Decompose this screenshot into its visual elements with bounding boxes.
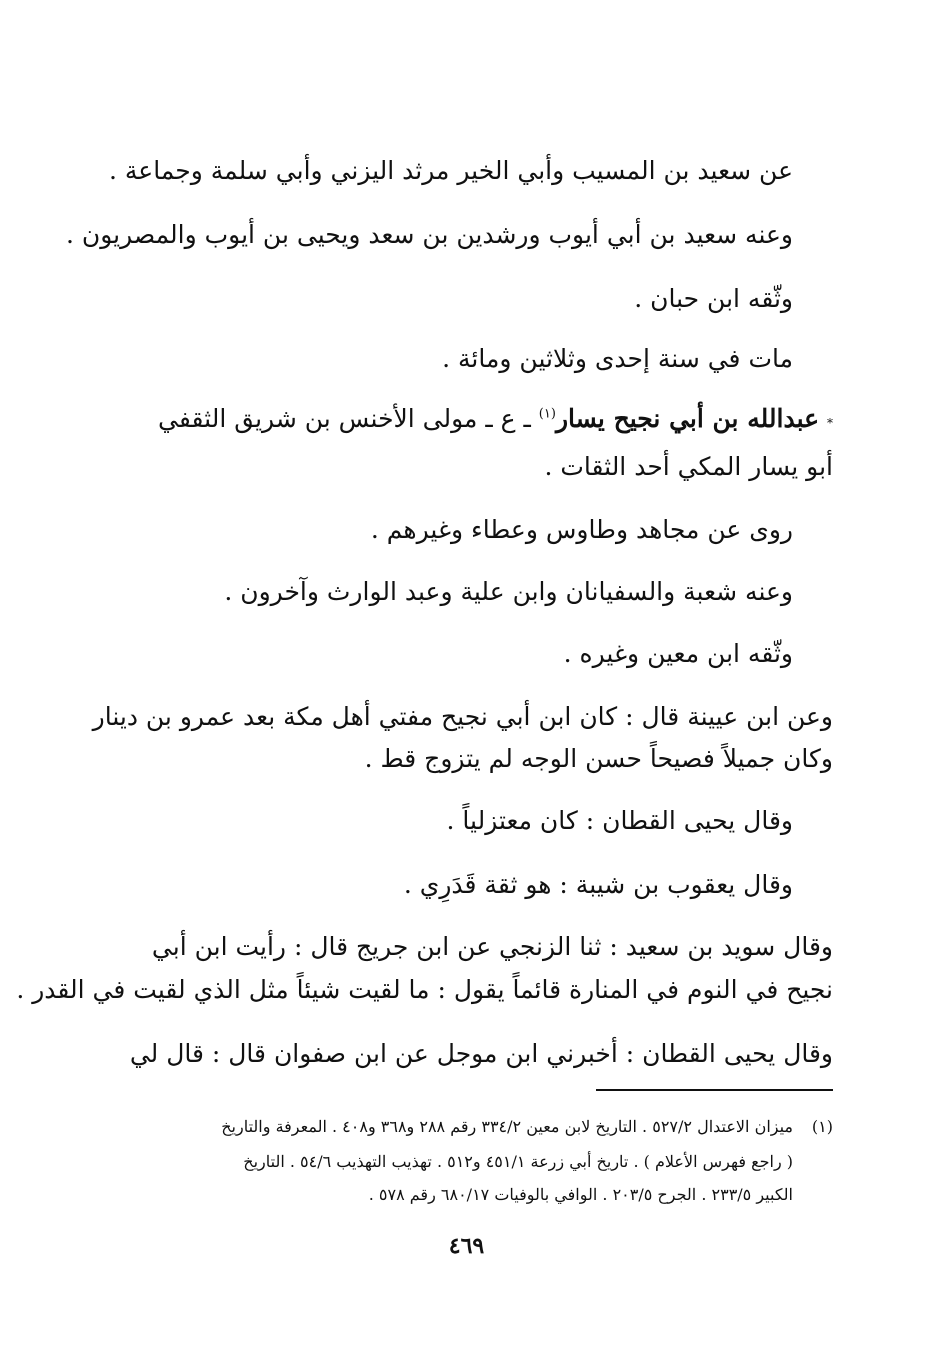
text-line: عن سعيد بن المسيب وأبي الخير مرثد اليزني وأبي سلمة وجماعة . xyxy=(108,156,793,185)
footnote-line: ميزان الاعتدال ٥٢٧/٢ . التاريخ لابن معين ٣٣٤/٢ رقم ٢٨٨ و٣٦٨ و٤٠٨ . المعرفة والتاريخ xyxy=(221,1117,793,1136)
text-line: وكان جميلاً فصيحاً حسن الوجه لم يتزوج قط . xyxy=(364,744,833,773)
entry-name: عبدالله بن أبي نجيح يسار xyxy=(555,404,820,433)
entry-description: ـ ع ـ مولى الأخنس بن شريق الثقفي xyxy=(158,404,539,433)
footnote-line: ( راجع فهرس الأعلام ) . تاريخ أبي زرعة ٤٥١/١ و٥١٢ . تهذيب التهذيب ٥٤/٦ . التاريخ xyxy=(243,1152,793,1171)
text-line: وعنه سعيد بن أبي أيوب ورشدين بن سعد ويحيى بن أيوب والمصريون . xyxy=(65,220,793,249)
text-line: وثّقه ابن معين وغيره . xyxy=(563,639,793,668)
text-line: وقال يعقوب بن شيبة : هو ثقة قَدَرِي . xyxy=(403,870,793,899)
footnote-line: الكبير ٢٣٣/٥ . الجرح ٢٠٣/٥ . الوافي بالوفيات ٦٨٠/١٧ رقم ٥٧٨ . xyxy=(368,1185,793,1204)
footnote-separator xyxy=(596,1089,833,1091)
footnote-number: (١) xyxy=(811,1117,833,1136)
text-line: نجيح في النوم في المنارة قائماً يقول : ما لقيت شيئاً مثل الذي لقيت في القدر . xyxy=(16,975,833,1004)
footnote-reference: (١) xyxy=(538,406,556,422)
entry-star-marker: * xyxy=(827,416,833,430)
text-line: مات في سنة إحدى وثلاثين ومائة . xyxy=(442,344,793,373)
text-line: أبو يسار المكي أحد الثقات . xyxy=(544,452,833,481)
text-line: وقال يحيى القطان : أخبرني ابن موجل عن ابن صفوان قال : قال لي xyxy=(129,1039,833,1068)
biography-entry-heading xyxy=(158,402,833,440)
text-line: وثّقه ابن حبان . xyxy=(634,284,793,313)
page-number: ٤٦٩ xyxy=(448,1233,485,1259)
text-line: وقال يحيى القطان : كان معتزلياً . xyxy=(446,806,793,835)
text-line: وعن ابن عيينة قال : كان ابن أبي نجيح مفتي أهل مكة بعد عمرو بن دينار xyxy=(92,702,833,731)
text-line: وقال سويد بن سعيد : ثنا الزنجي عن ابن جريج قال : رأيت ابن أبي xyxy=(151,932,833,961)
text-line: روى عن مجاهد وطاوس وعطاء وغيرهم . xyxy=(370,515,793,544)
text-line: وعنه شعبة والسفيانان وابن علية وعبد الوارث وآخرون . xyxy=(224,577,793,606)
